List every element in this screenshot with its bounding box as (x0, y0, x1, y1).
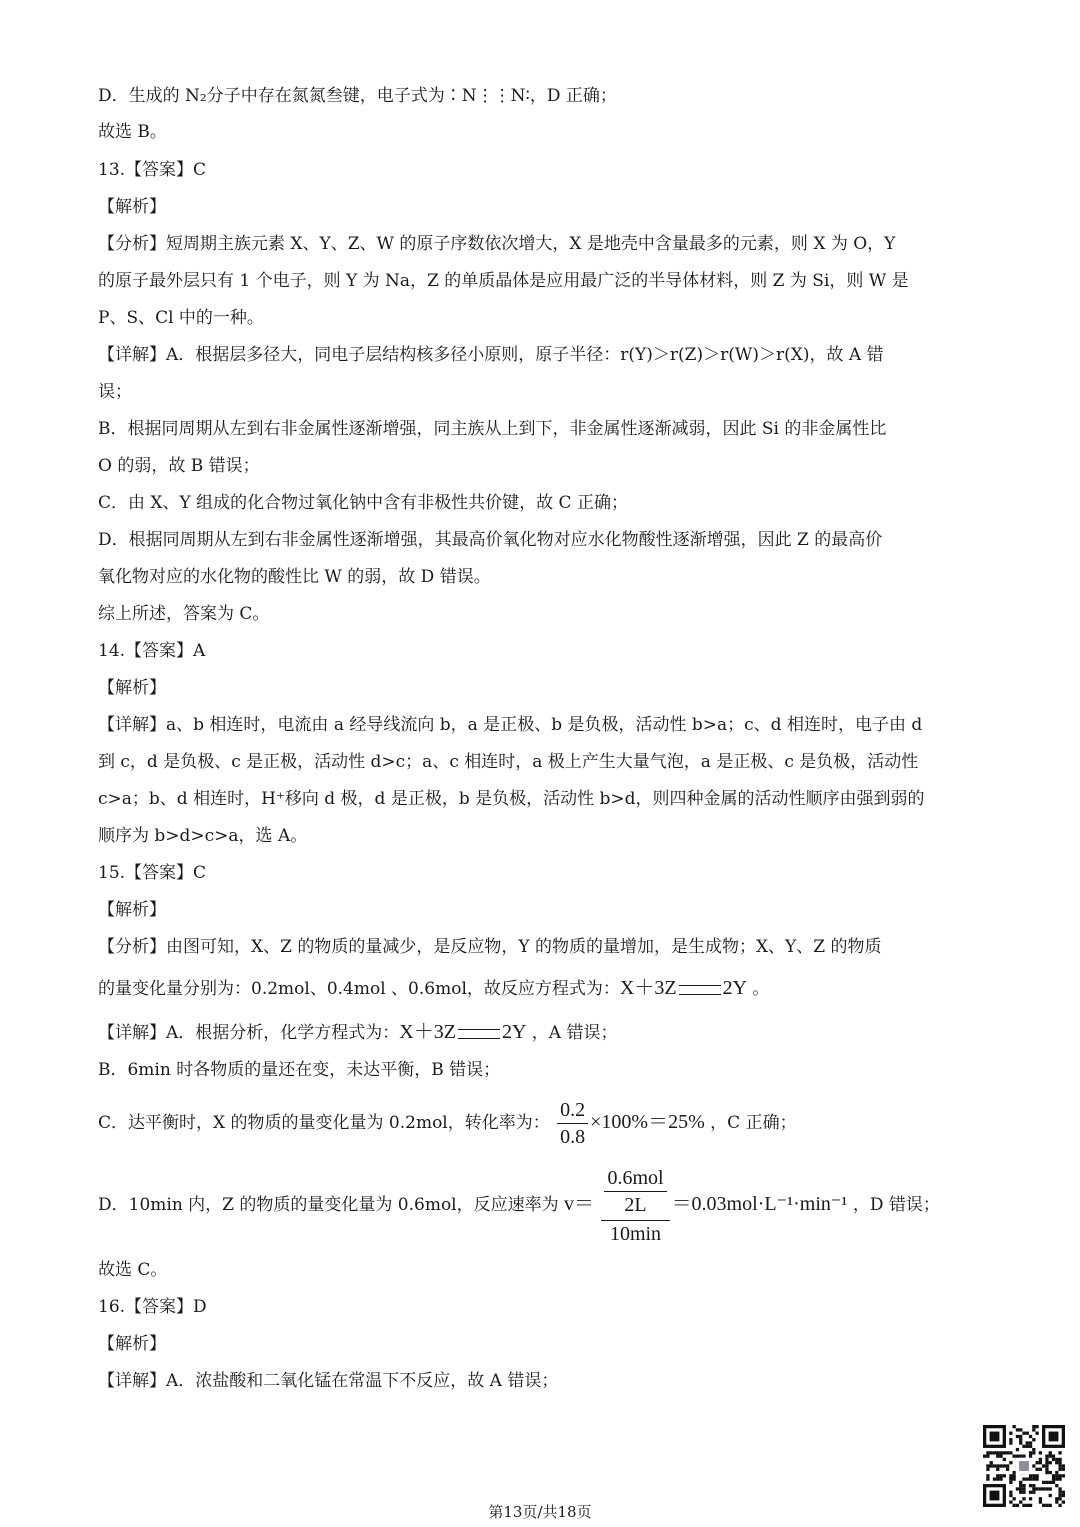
expression: ＝0.03mol·L⁻¹·min⁻¹ (671, 1193, 848, 1215)
text-line: 15.【答案】C (98, 863, 207, 883)
text: 【详解】A．根据分析，化学方程式为： (98, 1023, 400, 1043)
page-footer: 第13页/共18页 (488, 1503, 592, 1521)
numerator (601, 1166, 669, 1221)
line-b: B．6min 时各物质的量还在变，未达平衡，B 错误； (98, 1060, 501, 1080)
equilibrium-arrow (679, 985, 721, 995)
numerator: 0.2 (557, 1098, 588, 1124)
reactants: X＋3Z (399, 1021, 456, 1043)
text: D．10min 内，Z 的物质的量变化量为 0.6mol，反应速率为 (98, 1195, 559, 1215)
reactants: X＋3Z (619, 977, 677, 999)
text-line: 综上所述，答案为 C。 (98, 604, 270, 624)
text-line: 误； (98, 382, 132, 402)
text-line: 故选 B。 (98, 122, 167, 142)
inner-fraction (604, 1166, 666, 1219)
text-line: c>a；b、d 相连时，H⁺移向 d 极，d 是正极，b 是负极，活动性 b>d，则四种金属的活动性顺序由强到弱的 (98, 789, 925, 809)
text-line: 【解析】 (98, 900, 166, 920)
text: 的量变化量分别为：0.2mol、0.4mol 、0.6mol，故反应方程式为： (98, 979, 620, 999)
text: C．达平衡时，X 的物质的量变化量为 0.2mol，转化率为： (98, 1113, 550, 1133)
equation-line-1 (98, 976, 769, 1001)
text: 。 (747, 979, 770, 999)
text-line: 顺序为 b>d>c>a，选 A。 (98, 826, 308, 846)
line-c (98, 1098, 797, 1149)
text: ，A 错误； (526, 1023, 618, 1043)
inner-denominator: 2L (624, 1193, 647, 1216)
text-line: 【分析】短周期主族元素 X、Y、Z、W 的原子序数依次增大，X 是地壳中含量最多的元素，则 X 为 O，Y (98, 234, 896, 254)
fraction (557, 1098, 588, 1149)
text-line: 到 c，d 是负极、c 是正极，活动性 d>c；a、c 相连时，a 极上产生大量气泡，a 是正极、c 是负极，活动性 (98, 752, 919, 772)
equilibrium-arrow (458, 1029, 500, 1039)
denominator: 0.8 (560, 1126, 586, 1148)
line-d (98, 1164, 940, 1246)
text-line: 【分析】由图可知，X、Z 的物质的量减少，是反应物，Y 的物质的量增加，是生成物；X、Y、Z 的物质 (98, 937, 882, 957)
products: 2Y (722, 977, 748, 999)
text-line: 【详解】a、b 相连时，电流由 a 经导线流向 b，a 是正极、b 是负极，活动性 b>a；c、d 相连时，电子由 d (98, 715, 923, 735)
velocity-symbol: v＝ (564, 1193, 595, 1215)
denominator: 10min (609, 1222, 662, 1245)
inner-numerator: 0.6mol (604, 1166, 666, 1192)
text-line: 【详解】A．根据层多径大，同电子层结构核多径小原则，原子半径：r(Y)＞r(Z)＞r(W)＞r(X)，故 A 错 (98, 345, 884, 365)
text-line: 16.【答案】D (98, 1297, 207, 1317)
text-line: 13.【答案】C (98, 160, 207, 180)
qr-code (983, 1425, 1065, 1507)
compound-fraction (601, 1166, 669, 1246)
text-line: 故选 C。 (98, 1260, 168, 1280)
products: 2Y (501, 1021, 527, 1043)
text-line: D．根据同周期从左到右非金属性逐渐增强，其最高价氧化物对应水化物酸性逐渐增强，因此 Z 的最高价 (98, 530, 883, 550)
text-line: O 的弱，故 B 错误； (98, 456, 260, 476)
text: ，D 错误； (847, 1195, 940, 1215)
text-line: 【解析】 (98, 1334, 166, 1354)
text: ，C 正确； (704, 1113, 797, 1133)
text-line: 氧化物对应的水化物的酸性比 W 的弱，故 D 错误。 (98, 567, 491, 587)
text-line: 【解析】 (98, 197, 166, 217)
text-line: C．由 X、Y 组成的化合物过氧化钠中含有非极性共价键，故 C 正确； (98, 493, 628, 513)
text-line: D．生成的 N₂分子中存在氮氮叁键，电子式为∶N⋮⋮N∶，D 正确； (98, 86, 617, 106)
text-line: P、S、Cl 中的一种。 (98, 308, 264, 328)
expression: ×100%＝25% (590, 1111, 705, 1133)
text-line: 14.【答案】A (98, 641, 206, 661)
text-line: 【详解】A．浓盐酸和二氧化锰在常温下不反应，故 A 错误； (98, 1371, 559, 1391)
text-line: 的原子最外层只有 1 个电子，则 Y 为 Na，Z 的单质晶体是应用最广泛的半导体材料，则 Z 为 Si，则 W 是 (98, 271, 909, 291)
text-line: B．根据同周期从左到右非金属性逐渐增强，同主族从上到下，非金属性逐渐减弱，因此 Si 的非金属性比 (98, 419, 887, 439)
text-line: 【解析】 (98, 678, 166, 698)
equation-line-2 (98, 1020, 618, 1045)
